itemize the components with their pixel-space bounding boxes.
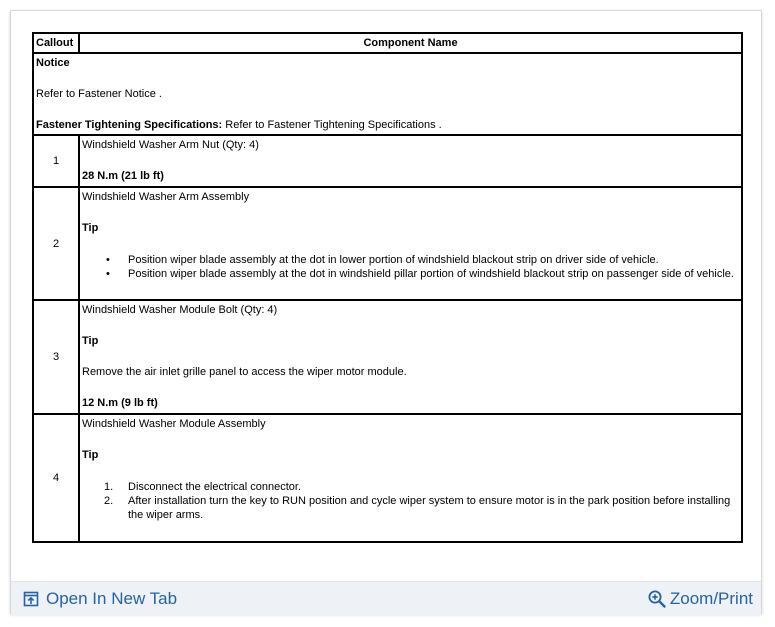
component-cell bbox=[79, 414, 742, 542]
callout-number: 4 bbox=[33, 414, 79, 542]
table-header-row bbox=[33, 33, 742, 53]
component-table bbox=[32, 32, 743, 543]
table-row bbox=[33, 187, 742, 300]
step-text: Disconnect the electrical connector. bbox=[128, 481, 302, 493]
tip-step-list bbox=[82, 480, 739, 522]
step-number: 2. bbox=[104, 495, 114, 507]
table-row bbox=[33, 300, 742, 414]
zoom-print-link[interactable] bbox=[647, 589, 753, 609]
list-item bbox=[104, 480, 739, 494]
component-name: Windshield Washer Arm Nut (Qty: 4) bbox=[82, 139, 259, 151]
torque-spec: 12 N.m (9 lb ft) bbox=[82, 397, 158, 409]
tip-label: Tip bbox=[82, 222, 99, 234]
open-in-new-tab-link[interactable] bbox=[23, 589, 177, 609]
fastener-spec-line bbox=[36, 118, 739, 132]
component-name-header: Component Name bbox=[79, 33, 742, 53]
footer-bar bbox=[11, 581, 761, 615]
callout-number: 2 bbox=[33, 187, 79, 300]
component-name: Windshield Washer Module Assembly bbox=[82, 418, 266, 430]
zoom-in-icon bbox=[647, 589, 667, 609]
step-number: 1. bbox=[104, 481, 114, 493]
step-text: After installation turn the key to RUN position and cycle wiper system to ensure motor is in the park position before installing the wiper arms. bbox=[128, 495, 731, 521]
component-name: Windshield Washer Module Bolt (Qty: 4) bbox=[82, 304, 278, 316]
callout-number: 1 bbox=[33, 135, 79, 187]
tip-label: Tip bbox=[82, 449, 99, 461]
open-new-tab-icon bbox=[23, 591, 39, 607]
tip-text: Remove the air inlet grille panel to access the wiper motor module. bbox=[82, 366, 407, 378]
fastener-spec-label: Fastener Tightening Specifications: bbox=[36, 119, 223, 131]
callout-number: 3 bbox=[33, 300, 79, 414]
notice-cell bbox=[33, 53, 742, 135]
list-item bbox=[104, 494, 739, 522]
tip-bullet-list bbox=[82, 253, 739, 281]
document-content bbox=[32, 32, 743, 543]
component-name: Windshield Washer Arm Assembly bbox=[82, 191, 250, 203]
component-cell bbox=[79, 187, 742, 300]
component-cell bbox=[79, 135, 742, 187]
callout-header: Callout bbox=[33, 33, 79, 53]
component-cell bbox=[79, 300, 742, 414]
torque-spec: 28 N.m (21 lb ft) bbox=[82, 170, 164, 182]
document-frame bbox=[10, 10, 762, 614]
list-item: • Position wiper blade assembly at the dot in windshield pillar portion of windshield blackout strip on passenger side of vehicle. bbox=[128, 267, 739, 281]
notice-row bbox=[33, 53, 742, 135]
table-row bbox=[33, 135, 742, 187]
list-item: • Position wiper blade assembly at the dot in lower portion of windshield blackout strip on driver side of vehicle. bbox=[128, 253, 739, 267]
table-row bbox=[33, 414, 742, 542]
tip-label: Tip bbox=[82, 335, 99, 347]
notice-title: Notice bbox=[36, 57, 70, 69]
notice-text: Refer to Fastener Notice . bbox=[36, 88, 162, 100]
fastener-spec-text: Refer to Fastener Tightening Specifications . bbox=[222, 119, 442, 131]
open-in-new-tab-label: Open In New Tab bbox=[46, 589, 178, 608]
zoom-print-label: Zoom/Print bbox=[669, 589, 753, 608]
